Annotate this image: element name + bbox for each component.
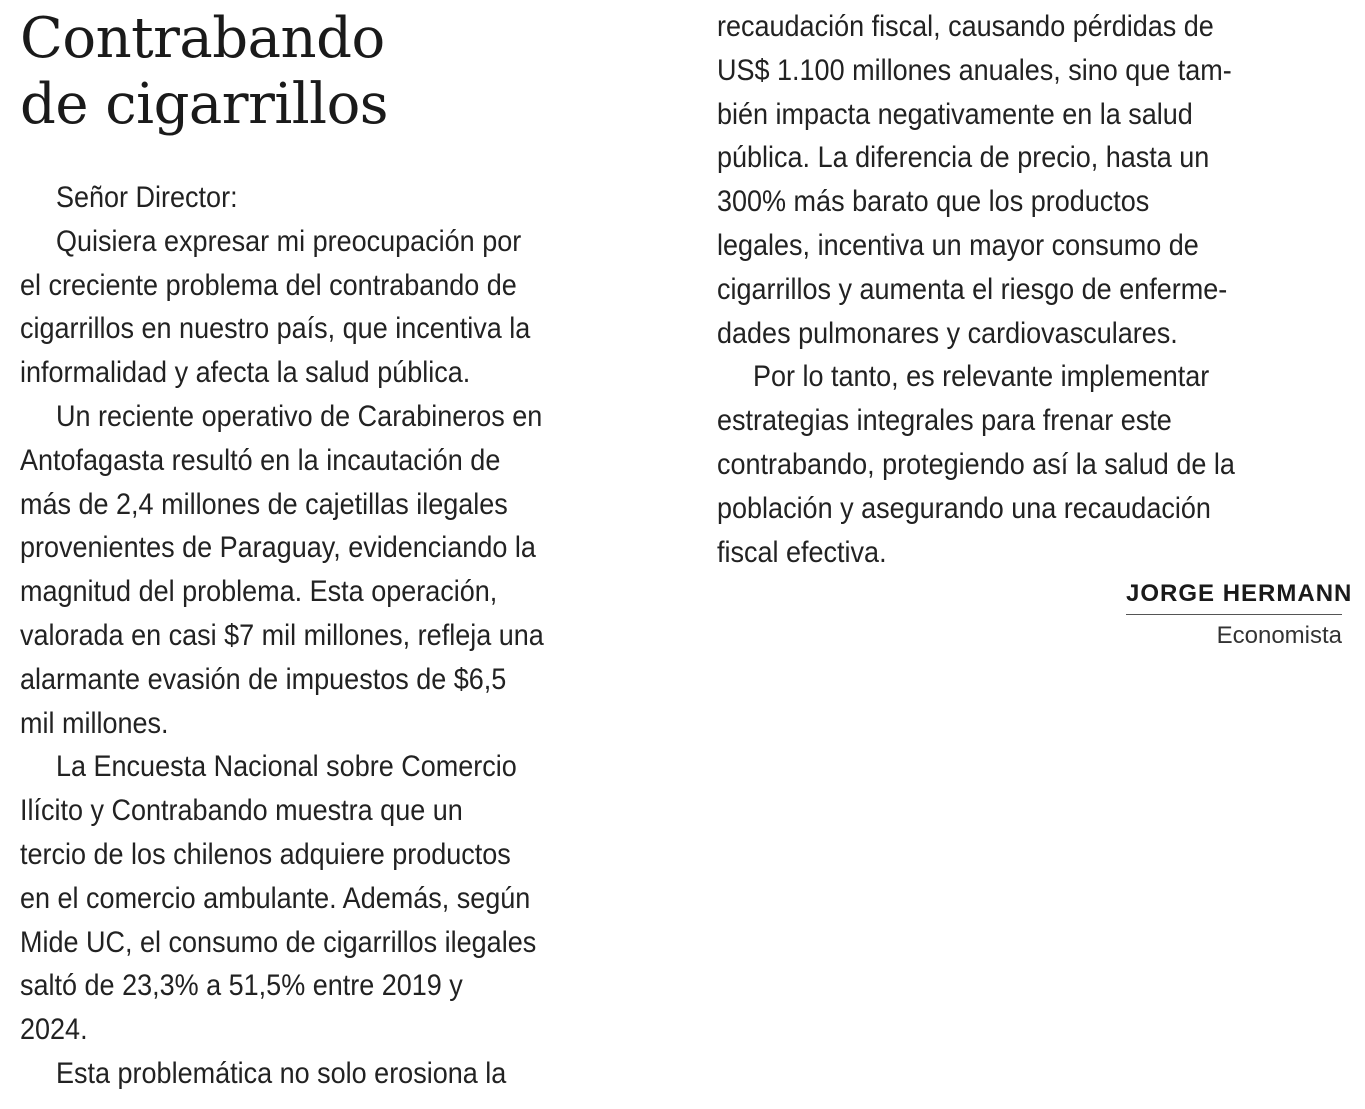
text-line: mil millones. bbox=[20, 706, 169, 740]
text-line: tercio de los chilenos adquiere productos bbox=[20, 837, 511, 871]
text-line: Ilícito y Contrabando muestra que un bbox=[20, 794, 463, 828]
letter-title bbox=[20, 6, 660, 138]
text-line: saltó de 23,3% a 51,5% entre 2019 y bbox=[20, 969, 463, 1003]
text-line: en el comercio ambulante. Además, según bbox=[20, 881, 531, 915]
text-line: US$ 1.100 millones anuales, sino que tam- bbox=[717, 53, 1232, 87]
text-line: magnitud del problema. Esta operación, bbox=[20, 575, 498, 609]
text-line: La Encuesta Nacional sobre Comercio bbox=[56, 750, 517, 784]
text-line: informalidad y afecta la salud pública. bbox=[20, 356, 471, 390]
signature-block bbox=[1126, 576, 1353, 651]
text-line: Antofagasta resultó en la incautación de bbox=[20, 443, 501, 477]
text-line: Mide UC, el consumo de cigarrillos ilegales bbox=[20, 925, 537, 959]
text-line: dades pulmonares y cardiovasculares. bbox=[717, 316, 1178, 350]
text-line: 2024. bbox=[20, 1013, 88, 1047]
text-line: Por lo tanto, es relevante implementar bbox=[753, 360, 1210, 394]
text-line: Quisiera expresar mi preocupación por bbox=[56, 224, 522, 258]
salutation: Señor Director: bbox=[56, 181, 238, 214]
right-column bbox=[717, 5, 1357, 574]
text-line: alarmante evasión de impuestos de $6,5 bbox=[20, 662, 507, 696]
author-role: Economista bbox=[1216, 622, 1342, 649]
text-line: 300% más barato que los productos bbox=[717, 185, 1150, 219]
author-name: JORGE HERMANN bbox=[1126, 580, 1353, 607]
text-line: Un reciente operativo de Carabineros en bbox=[56, 399, 543, 433]
text-line: provenientes de Paraguay, evidenciando la bbox=[20, 531, 536, 565]
text-line: población y asegurando una recaudación bbox=[717, 491, 1211, 525]
text-line: Esta problemática no solo erosiona la bbox=[56, 1056, 507, 1090]
text-line: bién impacta negativamente en la salud bbox=[717, 97, 1193, 131]
title-line-1: Contrabando bbox=[20, 6, 385, 71]
text-line: valorada en casi $7 mil millones, refleja una bbox=[20, 618, 544, 652]
left-column bbox=[20, 176, 680, 1096]
text-line: el creciente problema del contrabando de bbox=[20, 268, 517, 302]
text-line: pública. La diferencia de precio, hasta un bbox=[717, 141, 1210, 175]
text-line: cigarrillos y aumenta el riesgo de enferme- bbox=[717, 272, 1228, 306]
text-line: contrabando, protegiendo así la salud de la bbox=[717, 447, 1235, 481]
title-line-2: de cigarrillos bbox=[20, 72, 389, 137]
text-line: cigarrillos en nuestro país, que incentiva la bbox=[20, 312, 531, 346]
text-line: legales, incentiva un mayor consumo de bbox=[717, 228, 1199, 262]
text-line: fiscal efectiva. bbox=[717, 535, 887, 569]
signature-divider bbox=[1126, 614, 1342, 615]
text-line: más de 2,4 millones de cajetillas ilegales bbox=[20, 487, 508, 521]
text-line: estrategias integrales para frenar este bbox=[717, 404, 1172, 438]
text-line: recaudación fiscal, causando pérdidas de bbox=[717, 10, 1214, 43]
